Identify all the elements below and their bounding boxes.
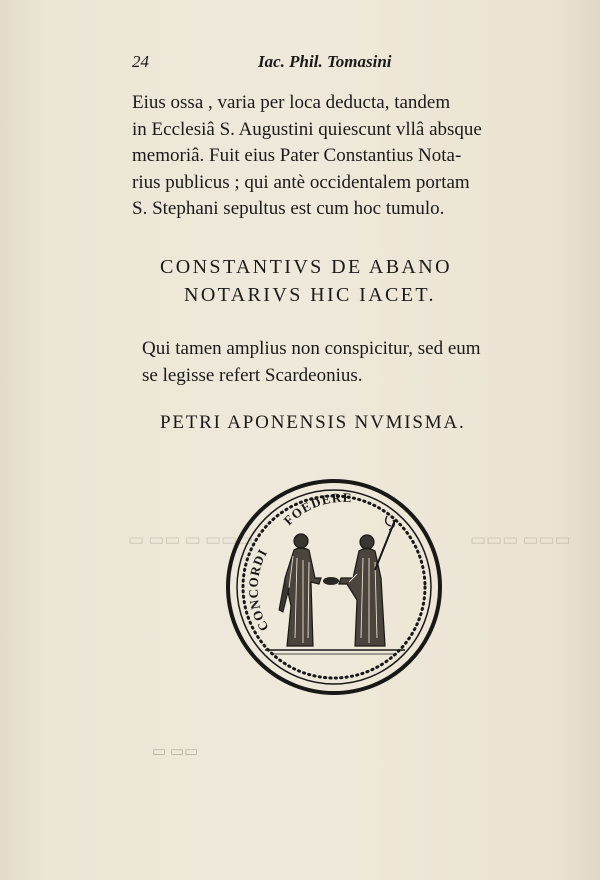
inscription-line-1: CONSTANTIVS DE ABANO [160, 256, 452, 278]
text-line: S. Stephani sepultus est cum hoc tumulo. [132, 198, 445, 219]
medal-legend-left: CONCORDI [245, 545, 272, 634]
running-title: Iac. Phil. Tomasini [258, 52, 392, 71]
medal-heading: PETRI APONENSIS NVMISMA. [160, 412, 466, 433]
show-through-mark: ▭▭▭ ▭ ▭▭ ▭ [128, 530, 254, 549]
medal-figure-right [339, 516, 395, 646]
page-number: 24 [132, 52, 149, 71]
medal-clasped-hands [323, 577, 339, 585]
medal-legend-top: FOEDERE [280, 489, 353, 529]
show-through-mark: ▭▭▭ ▭▭▭ [470, 530, 571, 549]
inscription-line-2: NOTARIVS HIC IACET. [184, 284, 436, 306]
text-line: in Ecclesiâ S. Augustini quiescunt vllâ absque [132, 118, 482, 140]
tomb-inscription [140, 253, 580, 309]
page-header [132, 52, 432, 78]
medal-figure-left [279, 534, 321, 646]
text-line: Eius ossa , varia per loca deducta, tandem [132, 92, 451, 113]
paragraph-scardeonius [142, 336, 582, 389]
text-line: rius publicus ; qui antè occidentalem portam [132, 171, 470, 193]
medal-inner-rim [237, 490, 431, 684]
paragraph-burial [132, 90, 572, 223]
text-line: Qui tamen amplius non conspicitur, sed eum [142, 338, 481, 359]
text-line: memoriâ. Fuit eius Pater Constantius Nota- [132, 145, 462, 166]
show-through-folio: ▭▭ ▭ [152, 744, 199, 760]
text-line: se legisse refert Scardeonius. [142, 364, 363, 386]
medal-engraving [223, 478, 445, 696]
